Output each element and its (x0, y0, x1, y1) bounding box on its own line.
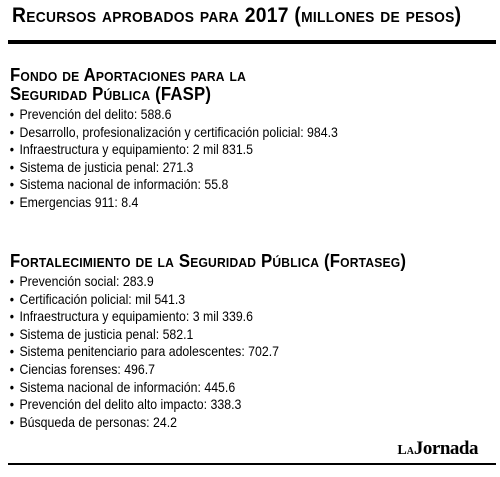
list-item (8, 326, 437, 344)
list-item (8, 414, 437, 432)
list-item-text: Sistema nacional de información: 55.8 (19, 176, 229, 193)
section-fasp-list (8, 106, 496, 212)
list-item (8, 273, 437, 291)
bullet-icon: • (9, 308, 15, 325)
bullet-icon: • (9, 325, 15, 342)
list-item (8, 396, 437, 414)
list-item (8, 194, 437, 212)
list-item (8, 176, 437, 194)
section-fortaseg-list (8, 273, 496, 431)
bullet-icon: • (9, 123, 15, 140)
bullet-icon: • (9, 378, 15, 395)
bullet-icon: • (9, 343, 15, 360)
bullet-icon: • (9, 413, 15, 430)
list-item (8, 379, 437, 397)
bullet-icon: • (9, 273, 15, 289)
bullet-icon: • (9, 360, 15, 377)
section-fasp (8, 66, 496, 212)
bullet-icon: • (9, 158, 15, 175)
list-item-text: Prevención social: 283.9 (19, 273, 154, 289)
la-jornada-logo (397, 438, 478, 460)
list-item-text: Infraestructura y equipamiento: 3 mil 339.6 (19, 308, 253, 325)
list-item-text: Sistema de justicia penal: 271.3 (19, 158, 194, 175)
list-item (8, 106, 437, 124)
list-item-text: Infraestructura y equipamiento: 2 mil 831.5 (19, 141, 253, 158)
page-title: Recursos aprobados para 2017 (millones de pesos) (12, 4, 462, 27)
list-item-text: Certificación policial: mil 541.3 (19, 290, 186, 307)
title-divider (8, 40, 496, 44)
list-item (8, 308, 437, 326)
list-item (8, 141, 437, 159)
list-item-text: Prevención del delito alto impacto: 338.3 (19, 396, 242, 413)
section-fasp-title (10, 66, 462, 104)
section-fortaseg-title: Fortalecimiento de la Seguridad Pública (Fortaseg) (10, 251, 407, 271)
logo-prefix: La (397, 443, 414, 458)
list-item (8, 124, 437, 142)
list-item-text: Prevención del delito: 588.6 (19, 106, 172, 122)
list-item-text: Sistema de justicia penal: 582.1 (19, 325, 194, 342)
bullet-icon: • (9, 141, 15, 158)
bullet-icon: • (9, 176, 15, 193)
list-item-text: Búsqueda de personas: 24.2 (19, 413, 177, 430)
list-item-text: Sistema penitenciario para adolescentes: 702.7 (19, 343, 280, 360)
list-item-text: Sistema nacional de información: 445.6 (19, 378, 236, 395)
list-item-text: Ciencias forenses: 496.7 (19, 360, 156, 377)
list-item-text: Desarrollo, profesionalización y certificación policial: 984.3 (19, 123, 338, 140)
section-fasp-title-line2: Seguridad Pública (FASP) (10, 84, 212, 104)
list-item (8, 343, 437, 361)
section-fortaseg (8, 252, 496, 431)
list-item-text: Emergencias 911: 8.4 (19, 193, 139, 210)
section-fasp-title-line1: Fondo de Aportaciones para la (10, 65, 247, 85)
list-item (8, 291, 437, 309)
footer-divider (8, 463, 496, 465)
bullet-icon: • (9, 396, 15, 413)
list-item (8, 361, 437, 379)
logo-name: Jornada (413, 438, 478, 459)
bullet-icon: • (9, 193, 15, 210)
bullet-icon: • (9, 106, 15, 122)
bullet-icon: • (9, 290, 15, 307)
list-item (8, 159, 437, 177)
